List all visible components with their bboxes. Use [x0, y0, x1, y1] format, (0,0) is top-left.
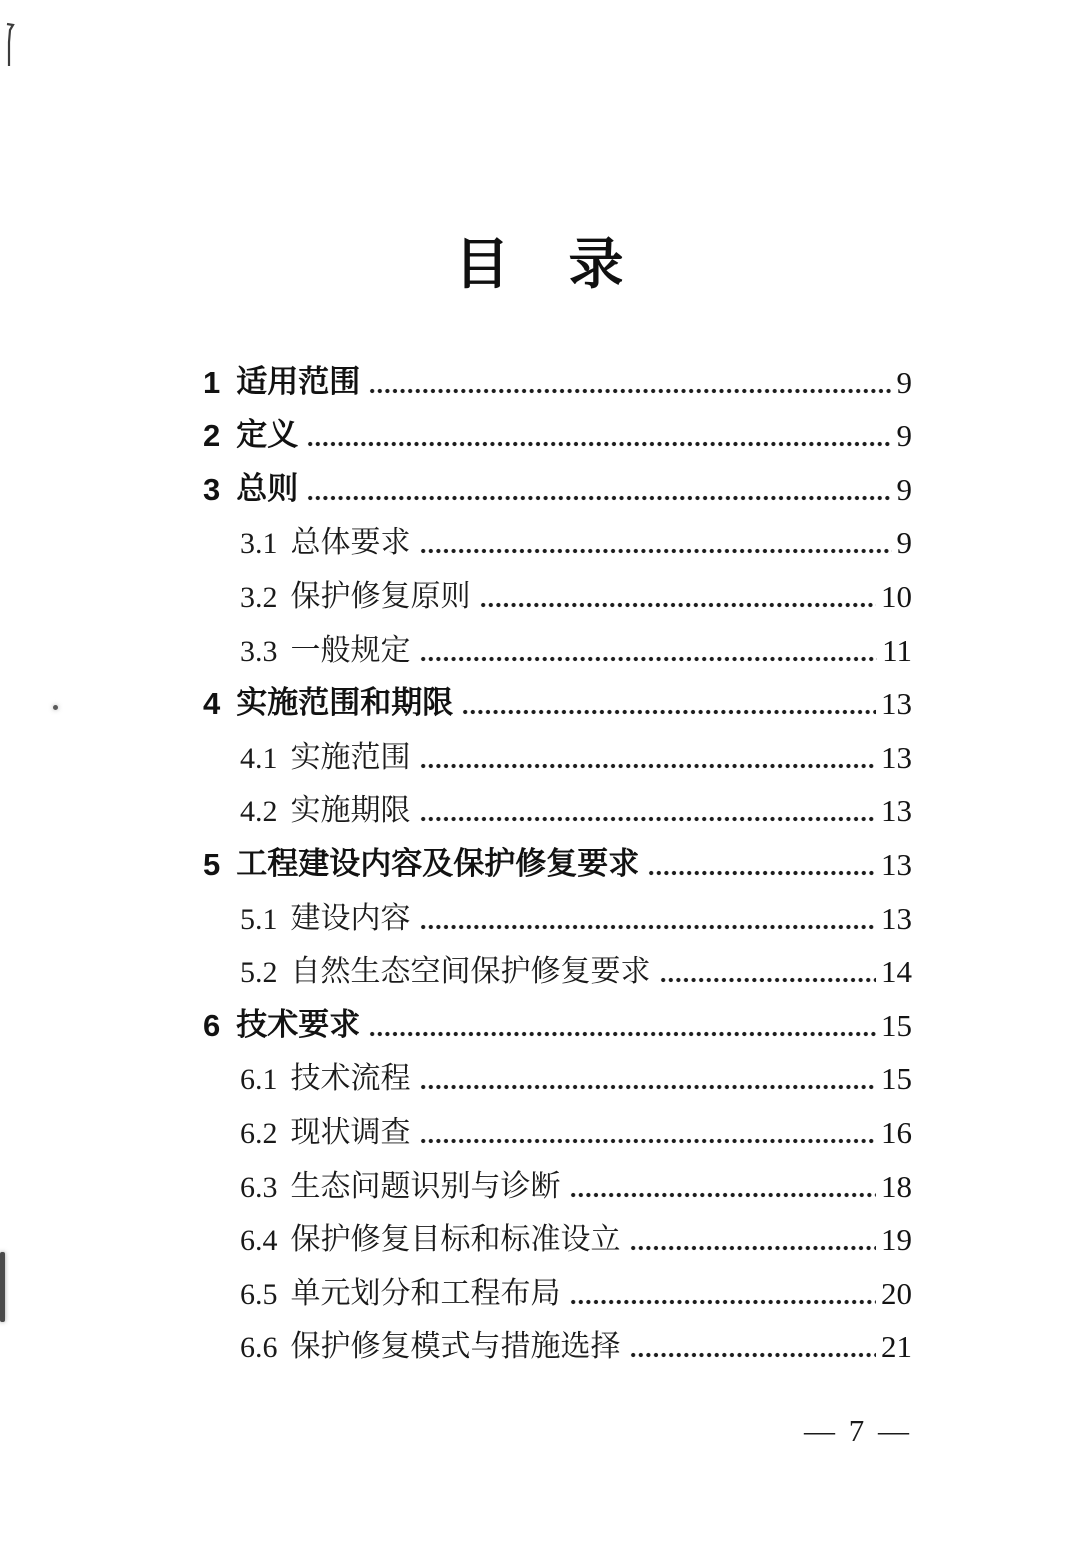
toc-entry-page: 9: [896, 364, 912, 400]
toc-entry-title: 技术要求: [236, 1006, 361, 1042]
toc-entry: [203, 776, 912, 830]
toc-entry: [203, 1258, 912, 1312]
toc-entry: [203, 1205, 912, 1259]
toc-entry-page: 13: [881, 739, 912, 775]
toc-entry-page: 11: [882, 632, 912, 668]
toc-entry-page: 16: [881, 1114, 912, 1150]
toc-entry-title: 建设内容: [290, 901, 411, 935]
toc-entry-page: 20: [881, 1275, 912, 1311]
dotted-leader: [420, 922, 877, 932]
toc-entry: [203, 669, 912, 723]
toc-entry-title: 实施范围: [290, 740, 411, 774]
toc-entry: [203, 615, 912, 669]
toc-entry: [203, 937, 912, 991]
toc-entry-number: 6.1: [240, 1063, 278, 1097]
toc-entry-page: 21: [881, 1329, 912, 1365]
toc-entry-page: 9: [896, 418, 912, 454]
toc-entry-number: 6.4: [240, 1224, 278, 1258]
toc-entry-page: 18: [881, 1168, 912, 1204]
toc-entry-page: 13: [881, 846, 912, 882]
toc-entry-number: 1: [203, 364, 221, 400]
toc-entry-title: 定义: [236, 417, 299, 453]
toc-entry-number: 3.2: [240, 580, 278, 614]
dotted-leader: [420, 654, 878, 664]
dotted-leader: [307, 439, 891, 449]
toc-entry-number: 4: [203, 686, 221, 722]
toc-entry-number: 5.1: [240, 902, 278, 936]
page-number-footer: — 7 —: [804, 1413, 912, 1448]
toc-entry-page: 14: [881, 954, 912, 990]
toc-entry-title: 保护修复目标和标准设立: [290, 1223, 621, 1257]
toc-entry-title: 现状调查: [290, 1115, 411, 1149]
toc-entry-number: 6.6: [240, 1331, 278, 1365]
toc-entry-page: 15: [881, 1061, 912, 1097]
toc-entry-title: 适用范围: [236, 363, 361, 399]
dotted-leader: [420, 1136, 877, 1146]
toc-entry-number: 3.1: [240, 527, 278, 561]
toc-entry-title: 总则: [236, 470, 299, 506]
toc-entry-page: 9: [896, 525, 912, 561]
toc-entry-number: 3.3: [240, 634, 278, 668]
toc-entry-page: 13: [881, 793, 912, 829]
toc-entry-title: 一般规定: [290, 633, 411, 667]
toc-entry: [203, 347, 912, 401]
toc-entry-page: 15: [881, 1007, 912, 1043]
toc-entry-page: 10: [881, 578, 912, 614]
toc-list: [203, 347, 912, 1365]
toc-title: 目 录: [454, 234, 626, 295]
toc-entry-title: 技术流程: [290, 1062, 411, 1096]
toc-entry-title: 实施期限: [290, 794, 411, 828]
dotted-leader: [307, 493, 891, 503]
toc-entry: [203, 561, 912, 615]
dotted-leader: [570, 1190, 877, 1200]
dotted-leader: [420, 814, 877, 824]
toc-entry-title: 总体要求: [290, 526, 411, 560]
toc-entry-title: 自然生态空间保护修复要求: [290, 955, 651, 989]
dotted-leader: [570, 1297, 877, 1307]
toc-entry-number: 6.2: [240, 1116, 278, 1150]
toc-entry: [203, 883, 912, 937]
toc-entry-number: 5: [203, 846, 221, 882]
toc-entry-number: 6: [203, 1007, 221, 1043]
toc-entry-number: 6.5: [240, 1277, 278, 1311]
toc-entry-title: 保护修复原则: [290, 579, 471, 613]
toc-entry-title: 生态问题识别与诊断: [290, 1169, 561, 1203]
toc-entry-title: 实施范围和期限: [236, 685, 454, 721]
toc-entry: [203, 829, 912, 883]
toc-entry: [203, 1312, 912, 1366]
toc-entry-title: 保护修复模式与措施选择: [290, 1330, 621, 1364]
dotted-leader: [420, 546, 892, 556]
toc-entry-title: 工程建设内容及保护修复要求: [236, 845, 640, 881]
scan-artifact-left-edge-line: [0, 1252, 5, 1322]
toc-entry-title: 单元划分和工程布局: [290, 1276, 561, 1310]
toc-entry-page: 19: [881, 1222, 912, 1258]
toc-entry: [203, 1097, 912, 1151]
dotted-leader: [648, 868, 876, 878]
toc-entry: [203, 401, 912, 455]
dotted-leader: [660, 975, 877, 985]
dotted-leader: [480, 600, 877, 610]
dotted-leader: [420, 761, 877, 771]
dotted-leader: [630, 1350, 877, 1360]
dotted-leader: [369, 386, 891, 396]
dotted-leader: [462, 707, 876, 717]
toc-entry: [203, 990, 912, 1044]
dotted-leader: [369, 1029, 876, 1039]
toc-entry: [203, 454, 912, 508]
toc-entry-page: 9: [896, 471, 912, 507]
toc-entry-number: 4.2: [240, 795, 278, 829]
scan-artifact-top-left-mark: [5, 22, 15, 68]
toc-entry-number: 3: [203, 471, 221, 507]
toc-entry: [203, 508, 912, 562]
toc-entry-number: 6.3: [240, 1170, 278, 1204]
toc-entry: [203, 1044, 912, 1098]
toc-entry: [203, 722, 912, 776]
dotted-leader: [630, 1243, 877, 1253]
toc-entry-page: 13: [881, 900, 912, 936]
toc-entry-number: 4.1: [240, 741, 278, 775]
toc-entry-number: 5.2: [240, 956, 278, 990]
toc-entry: [203, 1151, 912, 1205]
toc-entry-page: 13: [881, 686, 912, 722]
scan-artifact-speck: [53, 705, 58, 710]
dotted-leader: [420, 1082, 877, 1092]
toc-entry-number: 2: [203, 418, 221, 454]
